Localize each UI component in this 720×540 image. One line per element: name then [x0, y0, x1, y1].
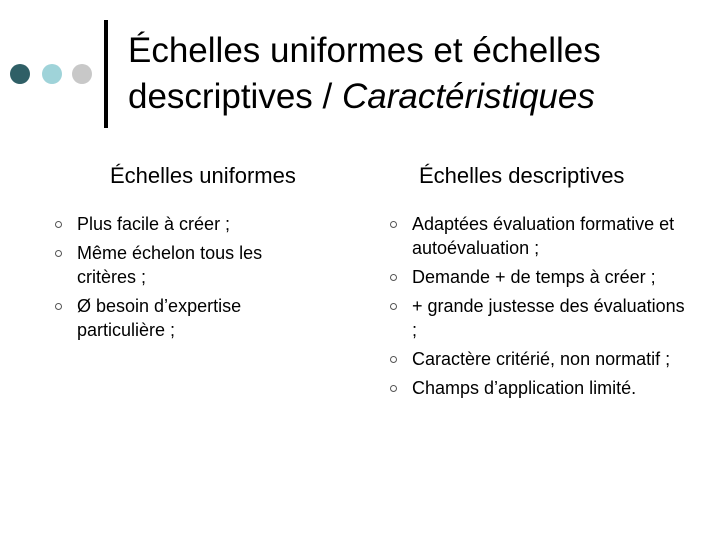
- list-item-text: Champs d’application limité.: [412, 378, 637, 398]
- list-item: [390, 376, 690, 400]
- list-item-text: Ø besoin d’expertise particulière ;: [77, 296, 242, 340]
- dot-icon: [72, 64, 92, 84]
- list-item: [390, 212, 690, 260]
- title-line-2-italic: Caractéristiques: [341, 77, 595, 116]
- ring-bullet-icon: [390, 221, 397, 228]
- ring-bullet-icon: [55, 250, 62, 257]
- dot-icon: [42, 64, 62, 84]
- ring-bullet-icon: [55, 303, 62, 310]
- list-item: [55, 294, 305, 342]
- ring-bullet-icon: [390, 385, 397, 392]
- list-item-text: + grande justesse des évaluations ;: [412, 296, 685, 340]
- list-item-text: Demande + de temps à créer ;: [412, 267, 656, 287]
- left-bullet-list: [55, 212, 305, 347]
- list-item: [55, 241, 305, 289]
- ring-bullet-icon: [390, 356, 397, 363]
- list-item: [390, 294, 690, 342]
- title-divider: [104, 20, 108, 128]
- dot-icon: [10, 64, 30, 84]
- right-column-heading: Échelles descriptives: [419, 163, 625, 188]
- ring-bullet-icon: [390, 274, 397, 281]
- title-line-2: descriptives /: [128, 77, 342, 116]
- list-item: [55, 212, 305, 236]
- ring-bullet-icon: [55, 221, 62, 228]
- ring-bullet-icon: [390, 303, 397, 310]
- left-column-heading: Échelles uniformes: [110, 163, 296, 188]
- decorative-dots: [10, 64, 100, 86]
- list-item-text: Même échelon tous les critères ;: [77, 243, 263, 287]
- list-item-text: Plus facile à créer ;: [77, 214, 231, 234]
- list-item: [390, 347, 690, 371]
- list-item-text: Adaptées évaluation formative et autoévaluation ;: [412, 214, 675, 258]
- list-item: [390, 265, 690, 289]
- right-bullet-list: [390, 212, 690, 405]
- slide-title: [128, 28, 708, 120]
- list-item-text: Caractère critérié, non normatif ;: [412, 349, 671, 369]
- title-line-1: Échelles uniformes et échelles: [128, 31, 601, 70]
